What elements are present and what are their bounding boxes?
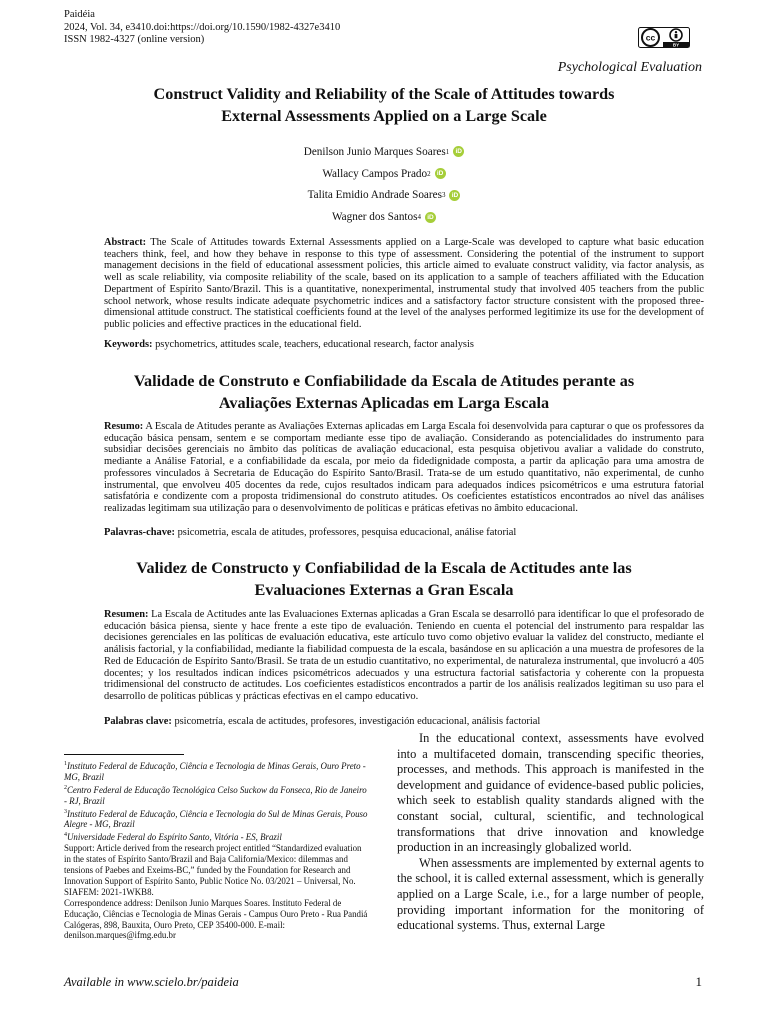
availability-link[interactable]: Available in www.scielo.br/paideia xyxy=(64,975,239,989)
abstract-label: Abstract: xyxy=(104,237,147,248)
author xyxy=(64,163,704,185)
cc-by-license-icon[interactable] xyxy=(638,27,690,48)
abstract-label: Resumen: xyxy=(104,609,149,620)
affiliation-footnote: $^3$Instituto Federal de Educação, Ciência e Tecnologia do Sul de Minas Gerais, Pouso Alegre - MG, Brazil xyxy=(64,808,368,830)
abstract-text: La Escala de Actitudes ante las Evaluaciones Externas aplicadas a Gran Escala se desarrolló para identificar lo que el profesorado de educación básica piensa, siente y hace frente a este tipo de evaluación. Teniendo en cuenta el potencial del instrumento para respaldar las decisiones gerenciales en las políticas de evaluación educativa, este artículo tuvo como objetivo evaluar la validez del constructo, mediante el análisis factorial, y la confiabilidad, mediante la fiabilidad compuesta de la escala, basándose en su aplicación a una muestra de profesores de la Red de Educación de Espírito Santo/Brasil. Se trata de un estudio cuantitativo, no experimental, de naturaleza instrumental, que involucró a 405 docentes; y los resultados indican índices psicométricos adecuados y una estructura factorial satisfactoria y coherente con la propuesta tridimensional del constructo de actitudes. Los coeficientes estadísticos encontrados a partir de los análisis realizados legitiman su uso para el desarrollo de políticas públicas y prácticas efectivas en el campo educativo. xyxy=(104,609,704,702)
affiliation-footnote: $^1$Instituto Federal de Educação, Ciência e Tecnologia de Minas Gerais, Ouro Preto - MG, Brazil xyxy=(64,760,366,782)
abstract-label: Resumo: xyxy=(104,421,144,432)
keywords-portuguese xyxy=(104,527,704,539)
title-line: Evaluaciones Externas a Gran Escala xyxy=(254,580,514,599)
affiliation-footnote: $^4$Universidade Federal do Espírito Santo, Vitória - ES, Brazil xyxy=(64,832,282,843)
title-line: Validez de Constructo y Confiabilidad de la Escala de Actitudes ante las xyxy=(136,559,632,577)
abstract-spanish xyxy=(104,609,704,703)
support-note: Support: Article derived from the research project entitled “Standardized evaluation in the states of Espírito Santo/Brazil and Baja California/Mexico: dilemmas and tensions of Paebes and Exeims-BC,” funded by the Foundation for Research and Innovation Support of Espírito Santo, Public Notice No. 03/2021 – Universal, No. SIAFEM: 2021-1WKB8. xyxy=(64,843,362,897)
title-line: Validade de Construto e Confiabilidade da Escala de Atitudes perante as xyxy=(133,372,635,390)
keywords-spanish xyxy=(104,716,704,728)
author xyxy=(64,185,704,207)
correspondence-note: Correspondence address: Denilson Junio Marques Soares. Instituto Federal de Educação, Ciências e Tecnologia de Minas Gerais - Campus Ouro Preto - Rua Pandiá Calógeras, 898, Bauxita, Ouro Preto, CEP 35400-000. E-mail: denilson.marques@ifmg.edu.br xyxy=(64,897,368,941)
abstract-english xyxy=(104,237,704,331)
article-title-spanish xyxy=(64,558,704,601)
by-mark: BY xyxy=(672,42,680,48)
body-paragraph: When assessments are implemented by external agents to the school, it is called external assessment, which is generally applied on a Large Scale, i.e., for a large number of people, providing important information for the monitoring of educational systems. Thus, external Large xyxy=(397,855,704,933)
author xyxy=(64,141,704,163)
title-line: Construct Validity and Reliability of the Scale of Attitudes towards xyxy=(153,85,615,103)
title-line: Avaliações Externas Aplicadas em Larga Escala xyxy=(218,393,550,412)
orcid-icon[interactable]: iD xyxy=(449,190,460,201)
footnotes xyxy=(64,759,370,941)
orcid-icon[interactable]: iD xyxy=(425,212,436,223)
body-text-column xyxy=(397,731,704,934)
author-name: Wagner dos Santos xyxy=(332,211,418,224)
article-title-portuguese xyxy=(64,371,704,414)
article-title-english xyxy=(64,84,704,127)
keywords-text: psicometria, escala de atitudes, professores, pesquisa educacional, análise fatorial xyxy=(177,527,517,538)
section-label: Psychological Evaluation xyxy=(557,60,702,75)
title-line: External Assessments Applied on a Large Scale xyxy=(221,106,547,125)
keywords-label: Palavras-chave: xyxy=(104,527,175,538)
abstract-text: A Escala de Atitudes perante as Avaliações Externas aplicadas em Larga Escala foi desenvolvida para capturar o que os professores da educação básica pensam, sentem e se comportam mediante esse tipo de avaliação. Considerando as potencialidades do instrumento para subsidiar decisões gerenciais no âmbito das políticas de avaliação educacional, esta pesquisa objetivou avaliar a validade do construto, mediante a Análise Fatorial, e a confiabilidade da escala, por meio da fidedignidade composta, a partir da aplicação para uma amostra de professores vinculados à Secretaria de Educação do Espírito Santo/Brasil. Trata-se de um estudo quantitativo, não experimental, de cunho instrumental, que envolveu 405 docentes da rede, cujos resultados indicam para adequados índices psicométricos e uma estrutura fatorial satisfatória e condizente com a proposta tridimensional do construto atitudes. Os coeficientes estatísticos encontrados ao nível das análises realizadas legitimam sua utilização para o desenvolvimento de políticas e práticas efetivas no âmbito educacional. xyxy=(104,421,704,514)
author-list xyxy=(64,141,704,228)
body-paragraph: In the educational context, assessments have evolved into a multifaceted domain, transcending specific theories, processes, and methods. This approach is manifested in the development and guidance of evidence-based public policies, which seek to establish quality standards aligned with the constant social, cultural, scientific, and technological transformations that drive innovation and knowledge production in an increasingly globalized world. xyxy=(397,731,704,855)
issn: ISSN 1982-4327 (online version) xyxy=(64,34,205,46)
orcid-icon[interactable]: iD xyxy=(453,146,464,157)
author-name: Denilson Junio Marques Soares xyxy=(303,145,446,158)
abstract-text: The Scale of Attitudes towards External Assessments applied on a Large-Scale was developed to capture what basic education teachers think, feel, and how they behave in response to this type of assessment. Considering the potential of the instrument to support management decisions in the field of educational assessment policies, this article aimed to evaluate construct validity, via factor analysis, as well as scale reliability, via composite reliability of the scale, based on its application to a sample of teachers affiliated with the Education Department of Espírito Santo/Brazil. This is a quantitative, nonexperimental, instrumental study that involved 405 teachers from the public school network, whose results indicate adequate psychometric indices and a satisfactory factor structure consistent with the proposed three-dimensional attitude construct. The statistical coefficients found at the level of the analyses performed legitimize its use for the development of public policies and effective practices in the educational field. xyxy=(104,237,704,330)
affiliation-mark: 4 xyxy=(417,213,421,222)
keywords-label: Keywords: xyxy=(104,339,153,350)
orcid-icon[interactable]: iD xyxy=(435,168,446,179)
journal-name: Paidéia xyxy=(64,9,95,20)
affiliation-mark: 2 xyxy=(427,169,431,178)
author xyxy=(64,206,704,228)
author-name: Talita Emidio Andrade Soares xyxy=(307,189,442,202)
keywords-english xyxy=(104,339,704,351)
footnote-divider xyxy=(64,754,184,755)
journal-header xyxy=(64,9,340,47)
author-name: Wallacy Campos Prado xyxy=(322,167,428,180)
page-number: 1 xyxy=(695,974,702,989)
affiliation-footnote: $^2$Centro Federal de Educação Tecnológica Celso Suckow da Fonseca, Rio de Janeiro - RJ, Brazil xyxy=(64,784,367,806)
citation-doi[interactable]: 2024, Vol. 34, e3410.doi:https://doi.org/10.1590/1982-4327e3410 xyxy=(64,21,341,33)
keywords-text: psicometría, escala de actitudes, profesores, investigación educacional, análisis factorial xyxy=(174,716,541,727)
keywords-text: psychometrics, attitudes scale, teachers, educational research, factor analysis xyxy=(155,339,474,350)
cc-mark: cc xyxy=(645,32,656,43)
affiliation-mark: 3 xyxy=(441,191,446,200)
abstract-portuguese xyxy=(104,421,704,515)
keywords-label: Palabras clave: xyxy=(104,716,172,727)
affiliation-mark: 1 xyxy=(445,147,450,156)
